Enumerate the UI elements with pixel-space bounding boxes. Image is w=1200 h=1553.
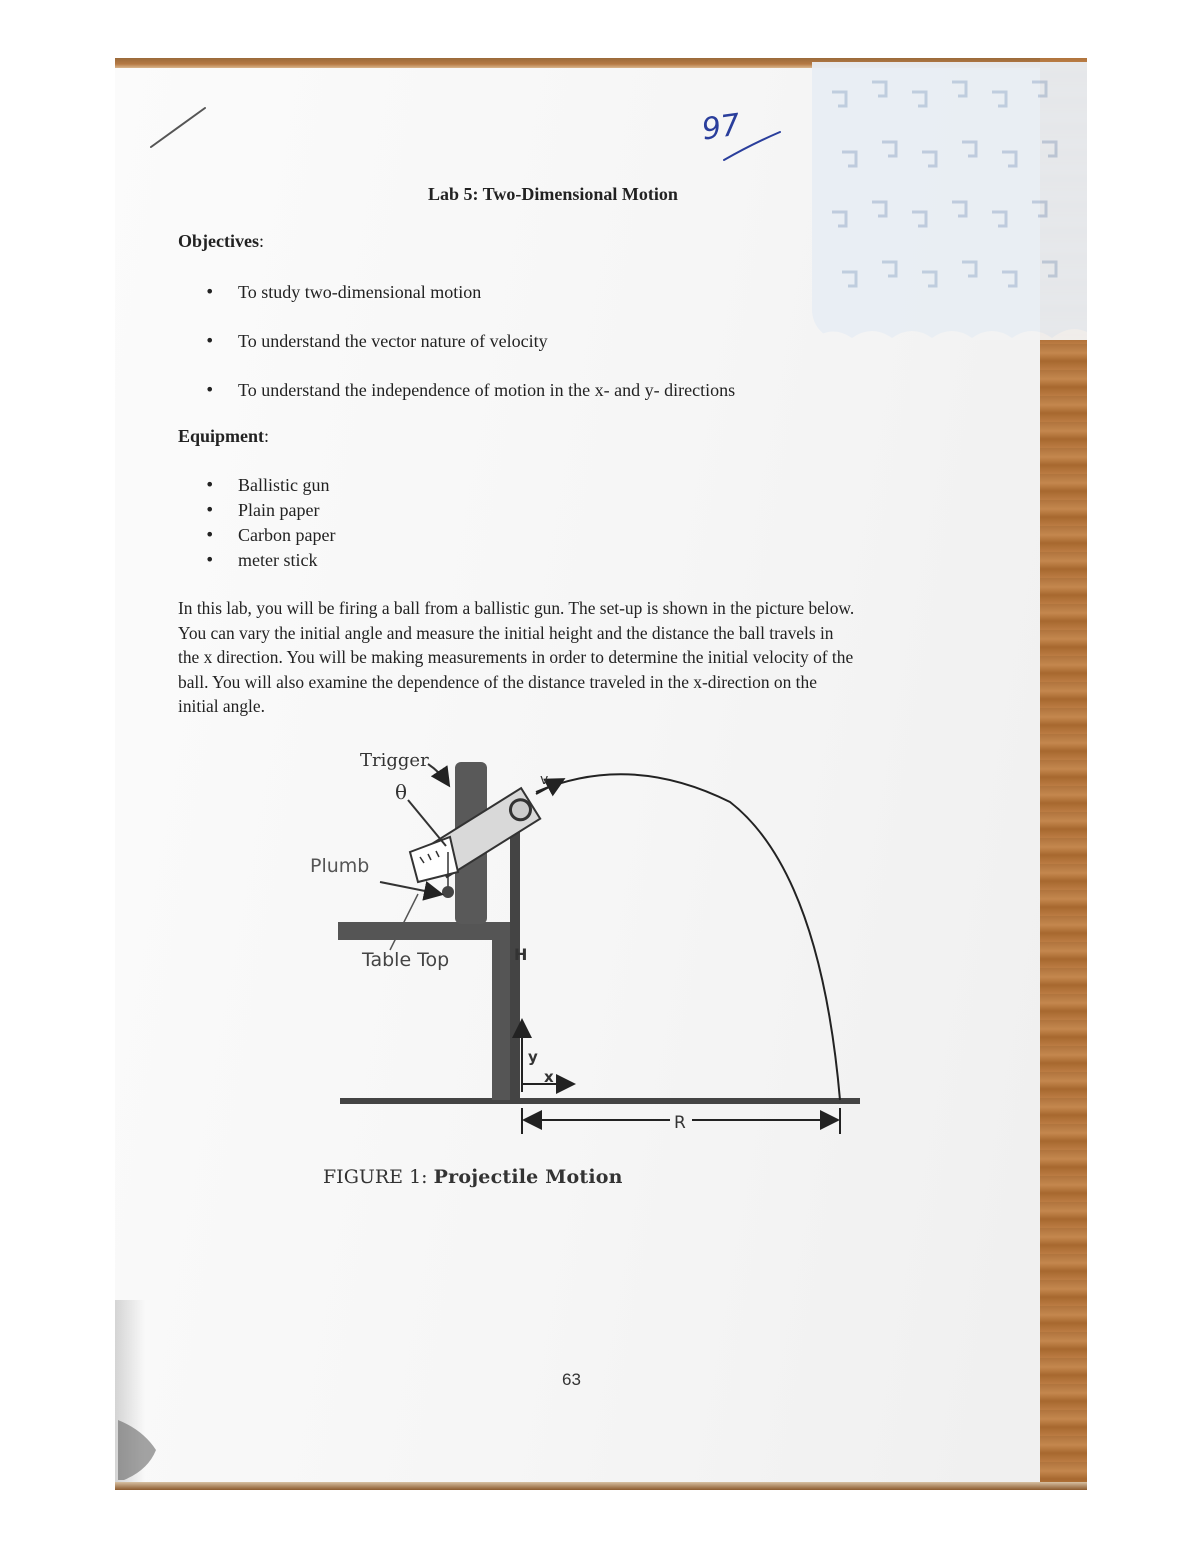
equipment-heading: Equipment: [178, 426, 270, 446]
paragraph-line: the x direction. You will be making measurements in order to determine the initial velocity of the [178, 647, 854, 667]
table-top-label: Table Top [362, 949, 450, 971]
theta-label: θ [395, 780, 408, 804]
page-number: 63 [562, 1370, 581, 1389]
list-item: • To understand the vector nature of velocity [205, 331, 735, 380]
paragraph-line: You can vary the initial angle and measure the initial height and the distance the ball travels in [178, 622, 834, 643]
scalloped-sticker [812, 62, 1087, 340]
list-item: • meter stick [205, 550, 335, 575]
page-title: Lab 5: Two-Dimensional Motion [428, 184, 678, 204]
theta-leader [408, 800, 446, 846]
objectives-heading-text: Objectives [178, 231, 259, 251]
wood-table-bottom-edge [115, 1482, 1087, 1490]
equipment-heading-text: Equipment [178, 426, 265, 446]
table-top-slab [338, 922, 516, 940]
trajectory-curve [536, 774, 840, 1100]
objectives-list [205, 282, 735, 429]
grade-underline-icon [722, 126, 782, 162]
trigger-leader [428, 764, 448, 784]
list-item: • Ballistic gun [205, 475, 335, 500]
list-item: • Carbon paper [205, 525, 335, 550]
figure-caption-number: FIGURE 1: [323, 1166, 428, 1188]
list-item: • To study two-dimensional motion [205, 282, 735, 331]
plumb-bob-icon [442, 886, 454, 898]
paragraph-line: ball. You will also examine the dependence of the distance traveled in the x-direction on the [178, 671, 817, 692]
launch-support [510, 832, 520, 1100]
handwritten-check-icon [148, 105, 208, 150]
plumb-label: Plumb [310, 855, 370, 877]
floor-line [340, 1098, 860, 1104]
figure-caption-title: Projectile Motion [433, 1166, 623, 1188]
plumb-leader [380, 882, 440, 894]
range-label: R [674, 1113, 686, 1133]
list-item: • To understand the independence of motion in the x- and y- directions [205, 380, 735, 429]
y-axis-label: y [528, 1048, 538, 1066]
sticker-pattern-icon [812, 62, 1087, 340]
objectives-heading: Objectives: [178, 231, 264, 251]
paragraph-line: In this lab, you will be firing a ball from a ballistic gun. The set-up is shown in the picture below. [178, 598, 855, 618]
torn-corner-icon [118, 1420, 158, 1480]
handwritten-grade: 97 [699, 107, 743, 148]
paragraph-line: initial angle. [178, 696, 265, 716]
figure-caption [323, 1166, 623, 1188]
velocity-label: v [540, 772, 549, 788]
equipment-list [205, 475, 335, 575]
projectile-motion-figure [300, 742, 880, 1162]
trigger-label: Trigger [360, 750, 429, 771]
list-item: • Plain paper [205, 500, 335, 525]
x-axis-label: x [544, 1068, 554, 1086]
intro-paragraph [178, 596, 978, 719]
height-label: H [514, 945, 528, 964]
